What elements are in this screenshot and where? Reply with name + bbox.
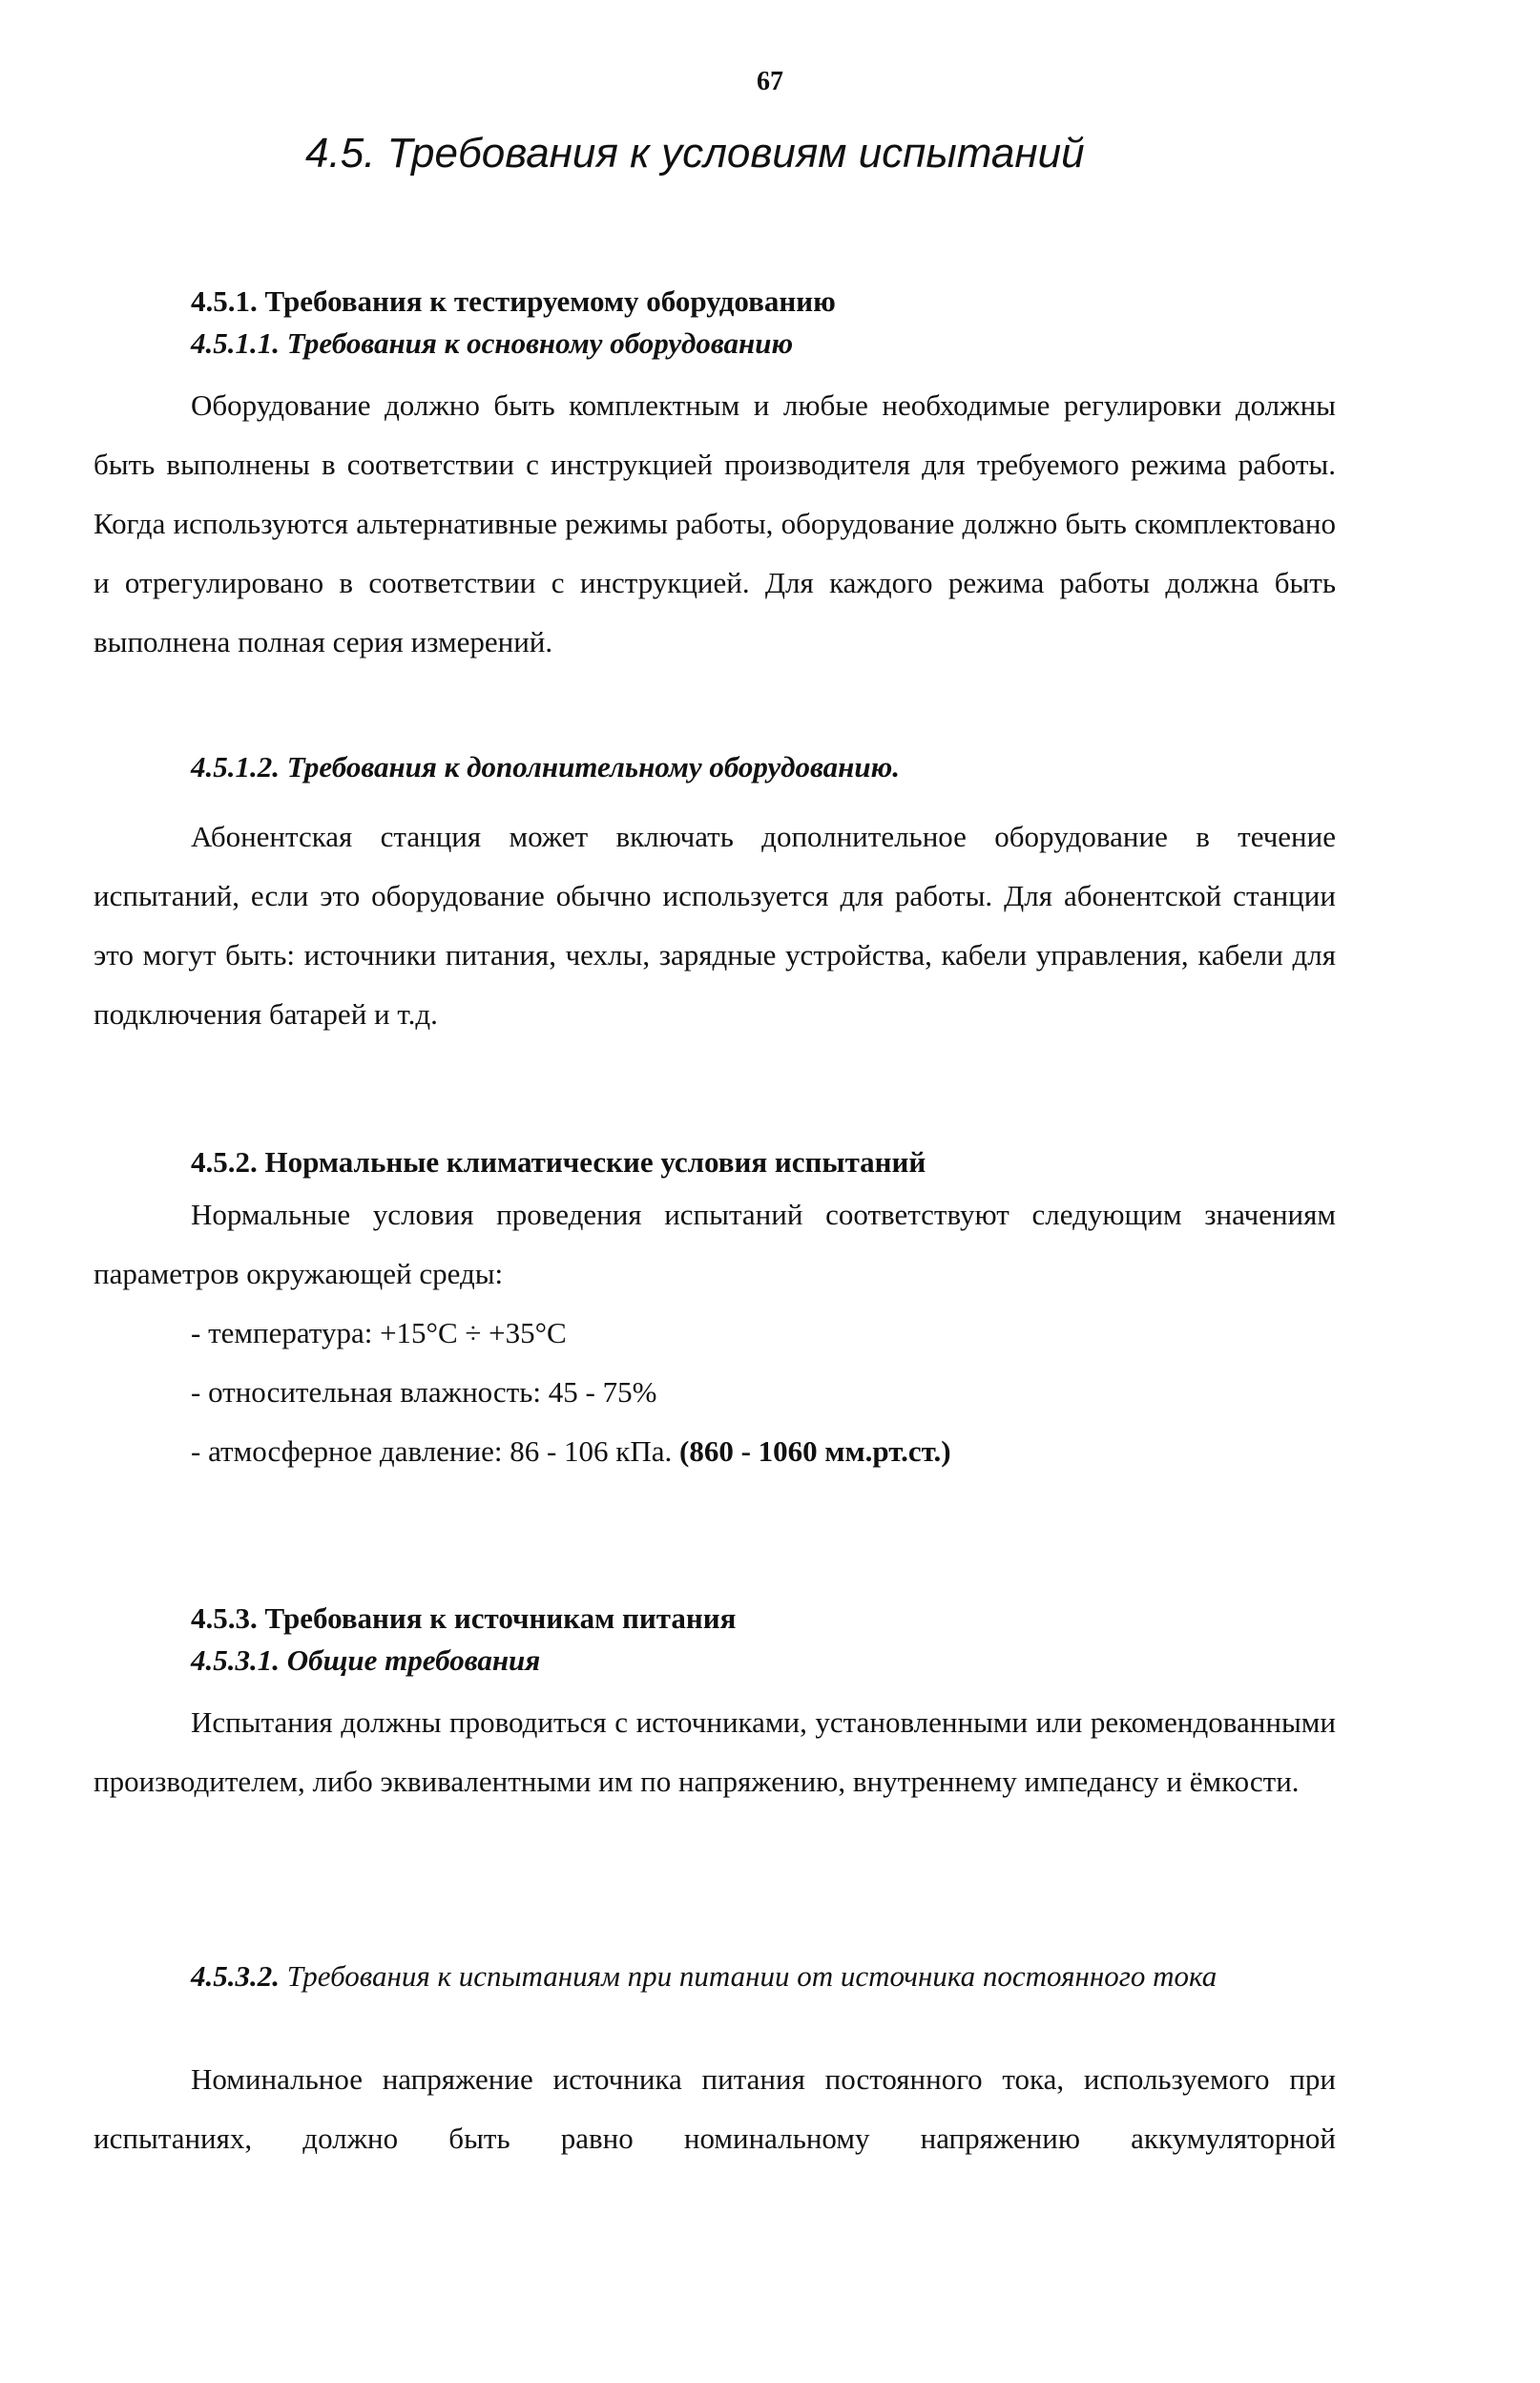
subsection-title: Общие требования bbox=[286, 1643, 541, 1677]
page-number: 67 bbox=[757, 67, 783, 96]
paragraph-main-equipment: Оборудование должно быть комплектным и любые необходимые регулировки должны быть выполнены в соответствии с инструкцией производителя для требуемого режима работы. Когда используются альтернативные режимы работы, оборудование должно быть скомплектовано и отрегулировано в соответствии с инструкцией. Для каждого режима работы должна быть выполнена полная серия измерений. bbox=[94, 388, 1336, 658]
section-heading-4-5-2: 4.5.2. Нормальные климатические условия испытаний bbox=[191, 1145, 926, 1179]
subsection-4-5-3-2 bbox=[94, 1947, 1336, 2168]
chapter-title: 4.5. Требования к условиям испытаний bbox=[305, 130, 1085, 177]
subsection-heading-4-5-1-2 bbox=[94, 748, 1336, 786]
subsection-number: 4.5.1.1. bbox=[191, 326, 280, 360]
subsection-title: Требования к основному оборудованию bbox=[286, 326, 794, 360]
subsection-title: Требования к испытаниям при питании от источника постоянного тока bbox=[286, 1959, 1217, 1993]
list-item-pressure bbox=[94, 1422, 1336, 1481]
subsection-number: 4.5.1.2. bbox=[191, 750, 280, 784]
pressure-mmhg: (860 - 1060 мм.рт.ст.) bbox=[679, 1434, 951, 1468]
subsection-heading-4-5-1-1 bbox=[94, 324, 1336, 363]
section-4-5-3 bbox=[94, 1599, 1336, 1811]
section-4-5-2 bbox=[94, 1143, 1336, 1481]
paragraph-general-requirements: Испытания должны проводиться с источниками, установленными или рекомендованными производителем, либо эквивалентными им по напряжению, внутреннему импедансу и ёмкости. bbox=[94, 1705, 1336, 1798]
subsection-title: Требования к дополнительному оборудованию. bbox=[286, 750, 901, 784]
section-heading-4-5-1: 4.5.1. Требования к тестируемому оборудованию bbox=[191, 284, 836, 318]
paragraph-dc-power: Номинальное напряжение источника питания постоянного тока, используемого при испытаниях, должно быть равно номинальному напряжению аккумуляторной bbox=[94, 2062, 1336, 2155]
subsection-4-5-1-2 bbox=[94, 748, 1336, 1044]
subsection-number: 4.5.3.2. bbox=[191, 1959, 280, 1993]
paragraph-additional-equipment: Абонентская станция может включать дополнительное оборудование в течение испытаний, если это оборудование обычно используется для работы. Для абонентской станции это могут быть: источники питания, чехлы, зарядные устройства, кабели управления, кабели для подключения батарей и т.д. bbox=[94, 820, 1336, 1031]
list-item-temperature: - температура: +15°С ÷ +35°С bbox=[191, 1316, 567, 1349]
list-item-humidity: - относительная влажность: 45 - 75% bbox=[191, 1375, 657, 1409]
section-heading-4-5-3: 4.5.3. Требования к источникам питания bbox=[191, 1601, 737, 1635]
subsection-heading-4-5-3-1 bbox=[94, 1641, 1336, 1680]
section-4-5-1 bbox=[94, 282, 1336, 672]
paragraph-climatic-conditions: Нормальные условия проведения испытаний соответствуют следующим значениям параметров окружающей среды: bbox=[94, 1198, 1336, 1290]
subsection-number: 4.5.3.1. bbox=[191, 1643, 280, 1677]
pressure-kpa: - атмосферное давление: 86 - 106 кПа. bbox=[191, 1434, 673, 1468]
subsection-heading-4-5-3-2 bbox=[94, 1947, 1336, 2006]
